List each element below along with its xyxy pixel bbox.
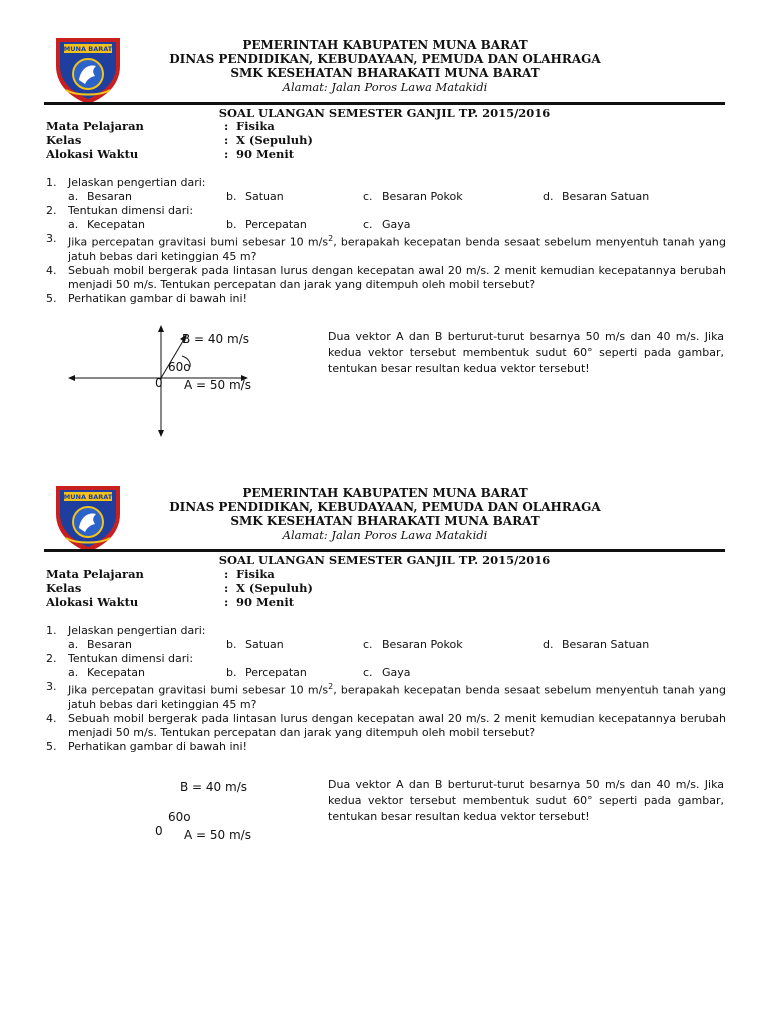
question-list: [46, 176, 726, 306]
department-name: DINAS PENDIDIKAN, KEBUDAYAAN, PEMUDA DAN OLAHRAGA: [169, 500, 601, 514]
letterhead: [140, 486, 630, 543]
info-subject: Mata Pelajaran : Fisika: [46, 119, 275, 133]
header-rule: [44, 102, 725, 105]
question-1-options: [46, 190, 726, 204]
question-1-options: [46, 638, 726, 652]
vector-b-label: B = 40 m/s: [180, 780, 247, 794]
question-2-options: [46, 666, 726, 680]
option: a. Kecepatan: [68, 666, 145, 679]
question-2: 2. Tentukan dimensi dari:: [46, 204, 194, 217]
vector-figure: [60, 322, 280, 442]
option: c. Gaya: [363, 666, 411, 679]
exam-info: [46, 567, 313, 609]
exam-title: SOAL ULANGAN SEMESTER GANJIL TP. 2015/2016: [218, 106, 551, 120]
header-rule: [44, 549, 725, 552]
question-3: 3. Jika percepatan gravitasi bumi sebesar 10 $m/s^2$, berapakah kecepatan benda sesaat sebelum menyentuh tanah yang jatuh bebas dari ketinggian 45 m?: [46, 680, 726, 711]
question-1: 1. Jelaskan pengertian dari:: [46, 624, 206, 637]
exam-info: [46, 119, 313, 161]
question-1: 1. Jelaskan pengertian dari:: [46, 176, 206, 189]
question-4: 4. Sebuah mobil bergerak pada lintasan lurus dengan kecepatan awal 20 m/s. 2 menit kemudian kecepatannya berubah menjadi 50 m/s. Tentukan percepatan dan jarak yang ditempuh oleh mobil tersebut?: [46, 711, 726, 739]
option: b. Satuan: [226, 638, 284, 651]
option: b. Percepatan: [226, 666, 307, 679]
origin-label: 0: [155, 376, 163, 390]
option: c. Gaya: [363, 218, 411, 231]
question-list: [46, 624, 726, 754]
school-address: Alamat: Jalan Poros Lawa Matakidi: [282, 80, 488, 94]
option: d. Besaran Satuan: [543, 638, 650, 651]
option: c. Besaran Pokok: [363, 638, 463, 651]
info-time: Alokasi Waktu : 90 Menit: [46, 595, 295, 609]
question-3: 3. Jika percepatan gravitasi bumi sebesar 10 $m/s^2$, berapakah kecepatan benda sesaat sebelum menyentuh tanah yang jatuh bebas dari ketinggian 45 m?: [46, 232, 726, 263]
muna-barat-emblem-icon: [52, 36, 124, 106]
arrow-down-icon: [158, 430, 164, 437]
government-name: PEMERINTAH KABUPATEN MUNA BARAT: [242, 486, 528, 500]
letterhead: [140, 38, 630, 95]
logo-text: MUNA BARAT: [63, 493, 113, 501]
school-address: Alamat: Jalan Poros Lawa Matakidi: [282, 528, 488, 542]
arrow-left-icon: [68, 375, 75, 381]
exam-title: SOAL ULANGAN SEMESTER GANJIL TP. 2015/2016: [218, 553, 551, 567]
question-5: 5. Perhatikan gambar di bawah ini!: [46, 739, 247, 753]
angle-label: 60o: [168, 810, 191, 824]
logo-text: MUNA BARAT: [63, 45, 113, 53]
option: b. Percepatan: [226, 218, 307, 231]
vector-b-label: B = 40 m/s: [182, 332, 249, 346]
option: a. Besaran: [68, 638, 133, 651]
info-class: Kelas : X (Sepuluh): [46, 581, 313, 595]
exam-sheet-1: [0, 0, 768, 448]
question-5: 5. Perhatikan gambar di bawah ini!: [46, 291, 247, 305]
info-subject: Mata Pelajaran : Fisika: [46, 567, 275, 581]
info-class: Kelas : X (Sepuluh): [46, 133, 313, 147]
school-name: SMK KESEHATAN BHARAKATI MUNA BARAT: [230, 514, 540, 528]
government-name: PEMERINTAH KABUPATEN MUNA BARAT: [242, 38, 528, 52]
option: b. Satuan: [226, 190, 284, 203]
option: a. Besaran: [68, 190, 133, 203]
exam-sheet-2: [0, 448, 768, 896]
arrow-up-icon: [158, 325, 164, 332]
regency-logo: [52, 36, 124, 106]
vector-a-label: A = 50 m/s: [184, 378, 251, 392]
school-name: SMK KESEHATAN BHARAKATI MUNA BARAT: [230, 66, 540, 80]
question-2-options: [46, 218, 726, 232]
angle-label: 60o: [168, 360, 191, 374]
option: a. Kecepatan: [68, 218, 145, 231]
figure-description: Dua vektor A dan B berturut-turut besarnya 50 m/s dan 40 m/s. Jika kedua vektor tersebut membentuk sudut 60° seperti pada gambar, tentukan besar resultan kedua vektor tersebut!: [328, 778, 724, 823]
question-2: 2. Tentukan dimensi dari:: [46, 652, 194, 665]
vector-a-label: A = 50 m/s: [184, 828, 251, 842]
question-4: 4. Sebuah mobil bergerak pada lintasan lurus dengan kecepatan awal 20 m/s. 2 menit kemudian kecepatannya berubah menjadi 50 m/s. Tentukan percepatan dan jarak yang ditempuh oleh mobil tersebut?: [46, 263, 726, 291]
info-time: Alokasi Waktu : 90 Menit: [46, 147, 295, 161]
option: d. Besaran Satuan: [543, 190, 650, 203]
muna-barat-emblem-icon: [52, 484, 124, 554]
figure-description: Dua vektor A dan B berturut-turut besarnya 50 m/s dan 40 m/s. Jika kedua vektor tersebut membentuk sudut 60° seperti pada gambar, tentukan besar resultan kedua vektor tersebut!: [328, 330, 724, 375]
department-name: DINAS PENDIDIKAN, KEBUDAYAAN, PEMUDA DAN OLAHRAGA: [169, 52, 601, 66]
regency-logo: [52, 484, 124, 554]
origin-label: 0: [155, 824, 163, 838]
vector-figure: [60, 770, 280, 890]
option: c. Besaran Pokok: [363, 190, 463, 203]
